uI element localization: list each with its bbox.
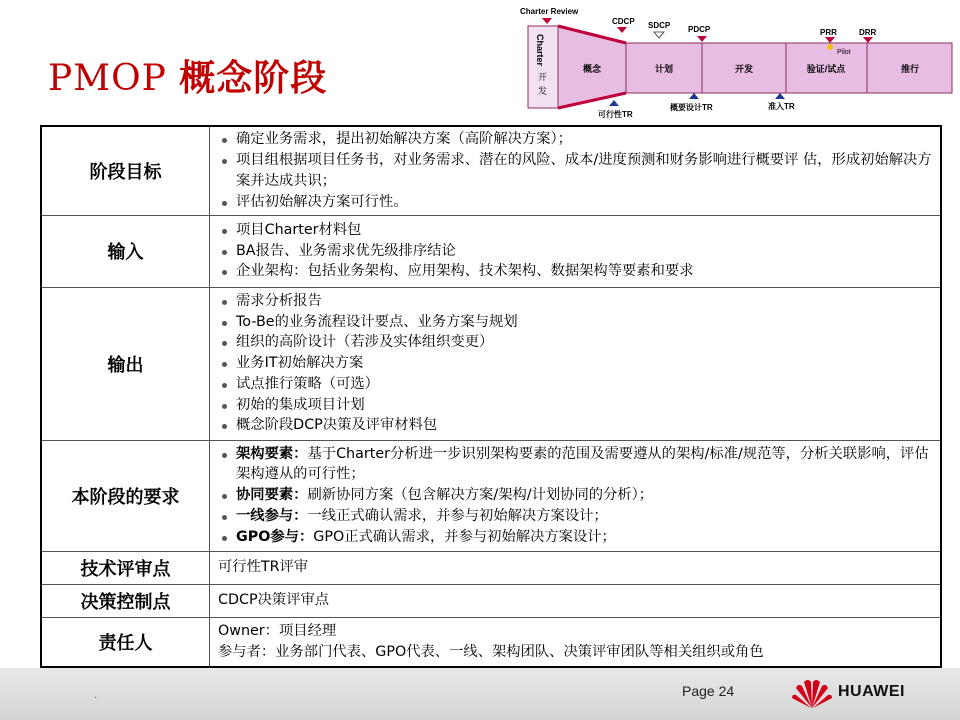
list-item — [218, 506, 932, 527]
prr-label: PRR — [820, 28, 837, 37]
tr-outline-label: 概要设计TR — [670, 103, 713, 112]
row-label: 本阶段的要求 — [41, 440, 210, 551]
row-content — [210, 215, 942, 287]
tr-entry-marker — [775, 93, 785, 99]
item-keyword: 协同要素： — [236, 487, 308, 504]
page-title-prefix: PMOP — [48, 58, 167, 99]
item-keyword: GPO参与： — [236, 528, 314, 545]
drr-label: DRR — [859, 28, 877, 37]
list-item: 概念阶段DCP决策及评审材料包 — [218, 415, 932, 436]
row-label: 输入 — [41, 215, 210, 287]
list-item — [218, 527, 932, 548]
list-item: BA报告、业务需求优先级排序结论 — [218, 241, 932, 262]
brand-name: HUAWEI — [838, 683, 905, 700]
charter-label-2: 开 — [538, 72, 548, 82]
list-item: To-Be的业务流程设计要点、业务方案与规划 — [218, 312, 932, 333]
row-content — [210, 551, 942, 584]
list-item: 组织的高阶设计（若涉及实体组织变更） — [218, 332, 932, 353]
pdcp-label: PDCP — [688, 25, 711, 34]
list-item: 企业架构：包括业务架构、应用架构、技术架构、数据架构等要素和要求 — [218, 261, 932, 282]
list-item: 需求分析报告 — [218, 291, 932, 312]
charter-review-marker — [542, 18, 552, 24]
footer-dot: . — [94, 690, 98, 701]
sdcp-label: SDCP — [648, 21, 671, 30]
row-text: 参与者：业务部门代表、GPO代表、一线、架构团队、决策评审团队等相关组织或角色 — [218, 643, 764, 660]
phase-label-plan: 计划 — [654, 64, 674, 74]
list-item: 业务IT初始解决方案 — [218, 353, 932, 374]
pilot-marker — [827, 44, 833, 50]
row-content — [210, 584, 942, 617]
list-item: 评估初始解决方案可行性。 — [218, 192, 932, 213]
row-label: 决策控制点 — [41, 584, 210, 617]
charter-review-label: Charter Review — [520, 7, 579, 16]
footer — [0, 668, 960, 720]
tr-outline-marker — [689, 93, 699, 99]
phase-label-develop: 开发 — [734, 64, 754, 74]
list-item: 项目Charter材料包 — [218, 220, 932, 241]
table-row — [41, 126, 941, 215]
row-text: CDCP决策评审点 — [218, 592, 330, 609]
item-text: 基于Charter分析进一步识别架构要素的范围及需要遵从的架构/标准/规范等，分析关联影响，评估架构遵从的可行性； — [236, 445, 929, 483]
row-label: 责任人 — [41, 617, 210, 667]
phase-label-rollout: 推行 — [900, 64, 920, 74]
table-row — [41, 551, 941, 584]
list-item: 项目组根据项目任务书，对业务需求、潜在的风险、成本/进度预测和财务影响进行概要评 估，形成初始解决方案并达成共识； — [218, 150, 932, 192]
row-content — [210, 287, 942, 440]
page-title — [48, 50, 327, 101]
table-row — [41, 215, 941, 287]
item-text: 刷新协同方案（包含解决方案/架构/计划协同的分析）； — [307, 487, 654, 504]
charter-label-1: Charter — [535, 34, 545, 67]
item-text: 一线正式确认需求，并参与初始解决方案设计； — [307, 507, 608, 524]
page-number: Page 24 — [682, 683, 735, 699]
charter-label-3: 发 — [538, 86, 548, 96]
list-item: 初始的集成项目计划 — [218, 395, 932, 416]
drr-marker — [863, 37, 873, 43]
huawei-logo-icon — [790, 676, 834, 710]
row-text: Owner：项目经理 — [218, 622, 337, 639]
tr-entry-label: 准入TR — [768, 102, 795, 111]
row-label: 技术评审点 — [41, 551, 210, 584]
row-content — [210, 617, 942, 667]
list-item: 确定业务需求，提出初始解决方案（高阶解决方案）； — [218, 129, 932, 150]
row-label: 输出 — [41, 287, 210, 440]
phase-diagram — [512, 2, 960, 122]
row-content — [210, 126, 942, 215]
table-row — [41, 287, 941, 440]
table-row — [41, 617, 941, 667]
tr-feasible-label: 可行性TR — [598, 110, 633, 119]
list-item: 试点推行策略（可选） — [218, 374, 932, 395]
sdcp-marker — [654, 32, 664, 38]
table-row — [41, 440, 941, 551]
row-text: 可行性TR评审 — [218, 559, 309, 576]
row-label: 阶段目标 — [41, 126, 210, 215]
item-keyword: 一线参与： — [236, 507, 308, 524]
list-item — [218, 485, 932, 506]
prr-marker — [825, 37, 835, 43]
item-keyword: 架构要素： — [236, 445, 308, 462]
item-text: GPO正式确认需求，并参与初始解决方案设计； — [313, 528, 616, 545]
phase-table — [40, 125, 942, 668]
pilot-label: Pilot — [837, 49, 851, 56]
page-title-main: 概念阶段 — [179, 58, 328, 99]
cdcp-label: CDCP — [612, 17, 635, 26]
phase-label-concept: 概念 — [582, 64, 602, 74]
row-content — [210, 440, 942, 551]
phase-label-verify: 验证/试点 — [806, 64, 846, 74]
list-item — [218, 444, 932, 486]
table-row — [41, 584, 941, 617]
pdcp-marker — [697, 36, 707, 42]
cdcp-marker — [617, 27, 627, 33]
tr-feasible-marker — [609, 100, 619, 106]
